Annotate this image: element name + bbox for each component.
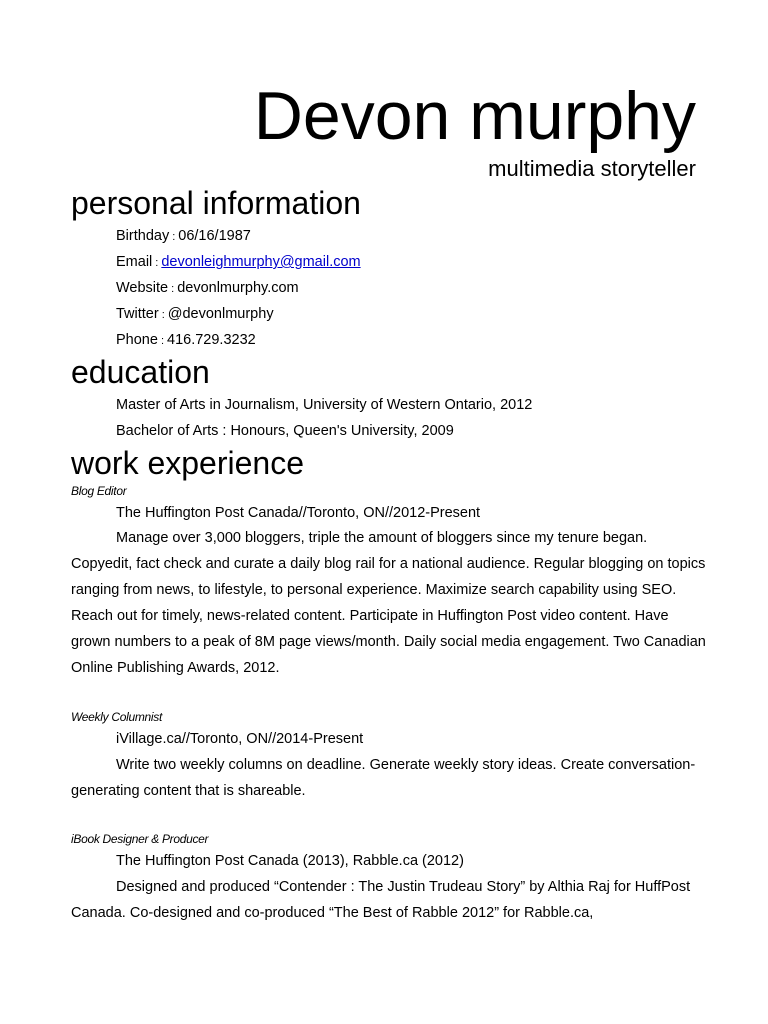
job-org: The Huffington Post Canada (2013), Rabble.ca (2012) [116, 853, 464, 869]
phone-line [116, 330, 256, 351]
email-line [116, 252, 361, 273]
website-value: devonlmurphy.com [177, 280, 299, 296]
separator: : [161, 309, 165, 321]
separator: : [171, 283, 175, 295]
job-role: iBook Designer & Producer [71, 832, 209, 846]
heading-education: education [71, 354, 210, 390]
email-link[interactable]: devonleighmurphy@gmail.com [161, 254, 361, 270]
twitter-line [116, 304, 274, 325]
birthday-value: 06/16/1987 [178, 228, 251, 244]
job-role: Blog Editor [71, 484, 127, 498]
twitter-value: @devonlmurphy [167, 306, 274, 322]
heading-work-experience: work experience [71, 445, 304, 481]
email-label: Email [116, 254, 153, 270]
phone-label: Phone [116, 332, 158, 348]
birthday-label: Birthday [116, 228, 170, 244]
website-label: Website [116, 280, 169, 296]
separator: : [155, 257, 159, 269]
person-tagline: multimedia storyteller [488, 156, 696, 181]
heading-personal-information: personal information [71, 185, 361, 221]
job-org: The Huffington Post Canada//Toronto, ON//2012-Present [116, 505, 481, 521]
job-role: Weekly Columnist [71, 710, 163, 724]
birthday-line [116, 226, 251, 247]
education-item: Bachelor of Arts : Honours, Queen's University, 2009 [116, 423, 454, 439]
website-line [116, 278, 299, 299]
job-org: iVillage.ca//Toronto, ON//2014-Present [116, 731, 364, 747]
twitter-label: Twitter [116, 306, 159, 322]
separator: : [172, 231, 176, 243]
job-description: Write two weekly columns on deadline. Generate weekly story ideas. Create conversation-generating content that is shareable. [71, 757, 696, 799]
job-description: Designed and produced “Contender : The Justin Trudeau Story” by Althia Raj for HuffPost Canada. Co-designed and co-produced “The Best of Rabble 2012” for Rabble.ca, [71, 879, 691, 921]
education-item: Master of Arts in Journalism, University of Western Ontario, 2012 [116, 397, 533, 413]
separator: : [160, 335, 164, 347]
person-name: Devon murphy [253, 78, 696, 154]
phone-value: 416.729.3232 [167, 332, 256, 348]
job-description: Manage over 3,000 bloggers, triple the amount of bloggers since my tenure began. Copyedit, fact check and curate a daily blog rail for a national audience. Regular blogging on topics ranging from news, to lifestyle, to personal experience. Maximize search capability using SEO. Reach out for timely, news-related content. Participate in Huffington Post video content. Have grown numbers to a peak of 8M page views/month. Daily social media engagement. Two Canadian Online Publishing Awards, 2012. [71, 530, 706, 676]
